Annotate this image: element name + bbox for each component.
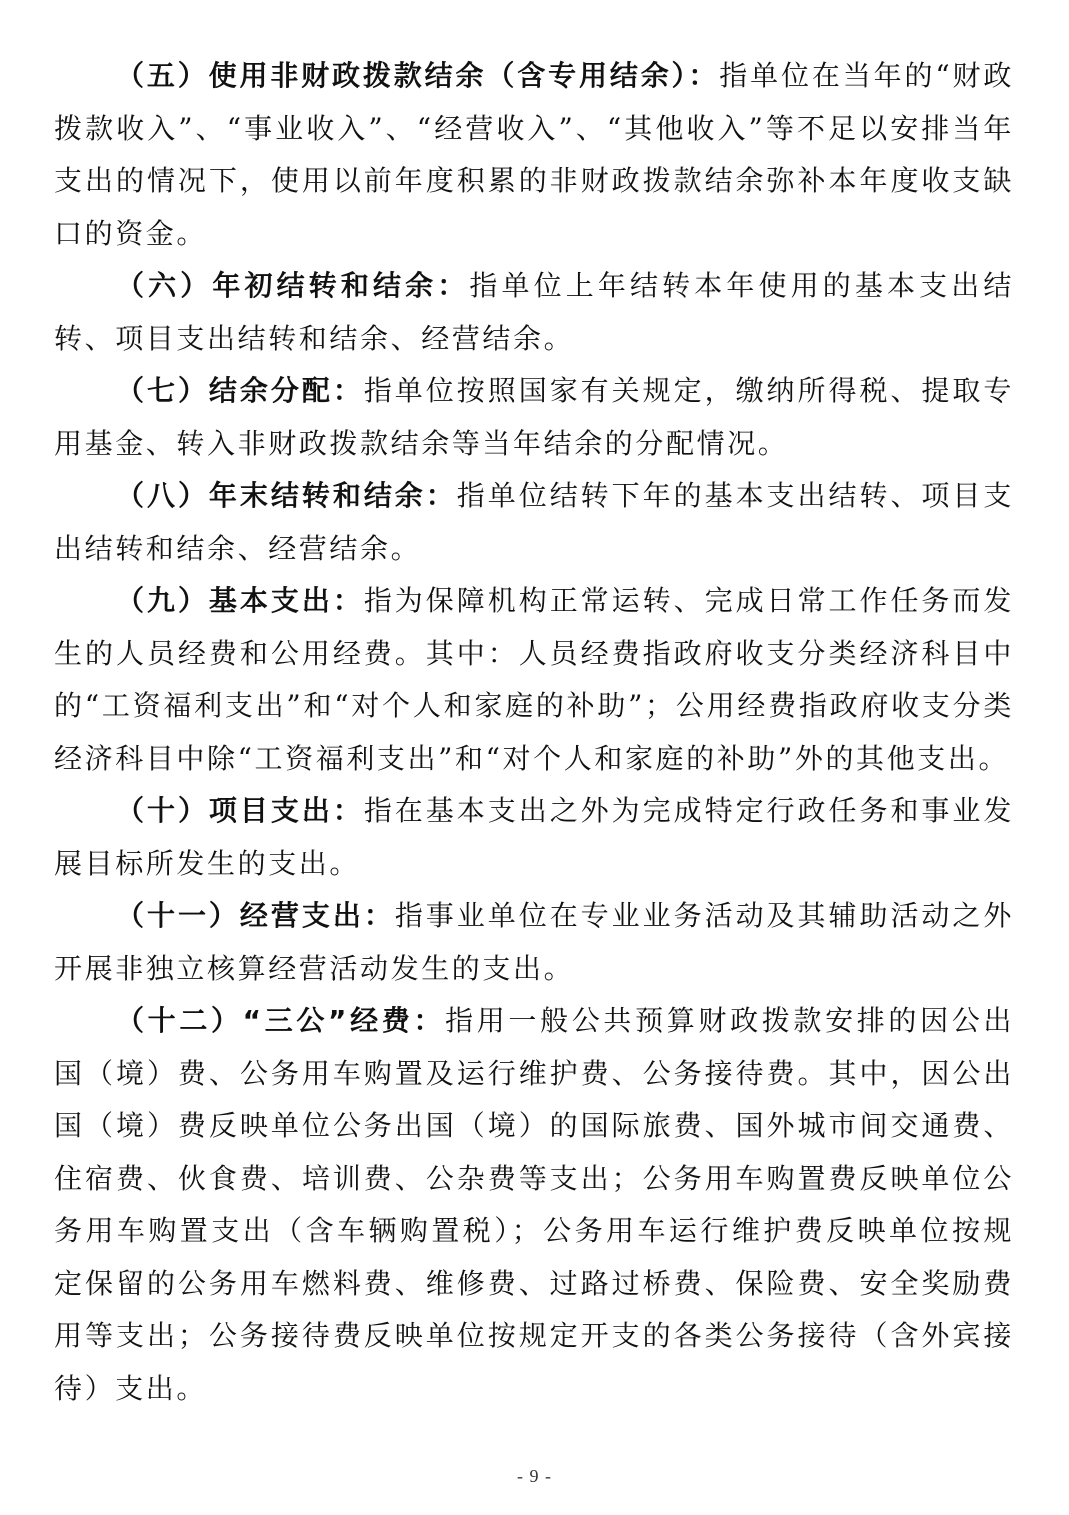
paragraph-item-12: [54, 995, 1014, 1415]
term-definition: 指单位上年结转本年使用的基本支出结转、项目支出结转和结余、经营结余。: [54, 269, 1015, 355]
term-label: （六）年初结转和结余：: [116, 269, 470, 302]
paragraph-item-6: [54, 260, 1014, 365]
term-definition: 指事业单位在专业业务活动及其辅助活动之外开展非独立核算经营活动发生的支出。: [54, 899, 1014, 985]
paragraph-item-10: [54, 785, 1014, 890]
paragraph-item-7: [54, 365, 1014, 470]
term-label: （七）结余分配：: [116, 374, 364, 407]
paragraph-item-8: [54, 470, 1014, 575]
paragraph-item-11: [54, 890, 1014, 995]
term-definition: 指用一般公共预算财政拨款安排的因公出国（境）费、公务用车购置及运行维护费、公务接待费。其中，因公出国（境）费反映单位公务出国（境）的国际旅费、国外城市间交通费、住宿费、伙食费、培训费、公杂费等支出；公务用车购置费反映单位公务用车购置支出（含车辆购置税）；公务用车运行维护费反映单位按规定保留的公务用车燃料费、维修费、过路过桥费、保险费、安全奖励费用等支出；公务接待费反映单位按规定开支的各类公务接待（含外宾接待）支出。: [54, 1004, 1014, 1405]
term-definition: 指单位结转下年的基本支出结转、项目支出结转和结余、经营结余。: [54, 479, 1014, 565]
term-label: （十一）经营支出：: [116, 899, 395, 932]
term-label: （十二）“三公”经费：: [116, 1004, 446, 1037]
paragraph-item-9: [54, 575, 1014, 785]
term-definition: 指单位在当年的“财政拨款收入”、“事业收入”、“经营收入”、“其他收入”等不足以安排当年支出的情况下，使用以前年度积累的非财政拨款结余弥补本年度收支缺口的资金。: [54, 59, 1014, 250]
term-label: （九）基本支出：: [116, 584, 364, 617]
paragraph-item-5: [54, 50, 1014, 260]
term-label: （八）年末结转和结余：: [116, 479, 457, 512]
term-label: （五）使用非财政拨款结余（含专用结余）：: [116, 59, 720, 92]
term-definition: 指为保障机构正常运转、完成日常工作任务而发生的人员经费和公用经费。其中：人员经费指政府收支分类经济科目中的“工资福利支出”和“对个人和家庭的补助”；公用经费指政府收支分类经济科目中除“工资福利支出”和“对个人和家庭的补助”外的其他支出。: [54, 584, 1014, 775]
document-body: [54, 50, 1014, 1415]
term-definition: 指在基本支出之外为完成特定行政任务和事业发展目标所发生的支出。: [54, 794, 1014, 880]
term-definition: 指单位按照国家有关规定，缴纳所得税、提取专用基金、转入非财政拨款结余等当年结余的分配情况。: [54, 374, 1014, 460]
page-number: - 9 -: [517, 1466, 552, 1486]
term-label: （十）项目支出：: [116, 794, 364, 827]
